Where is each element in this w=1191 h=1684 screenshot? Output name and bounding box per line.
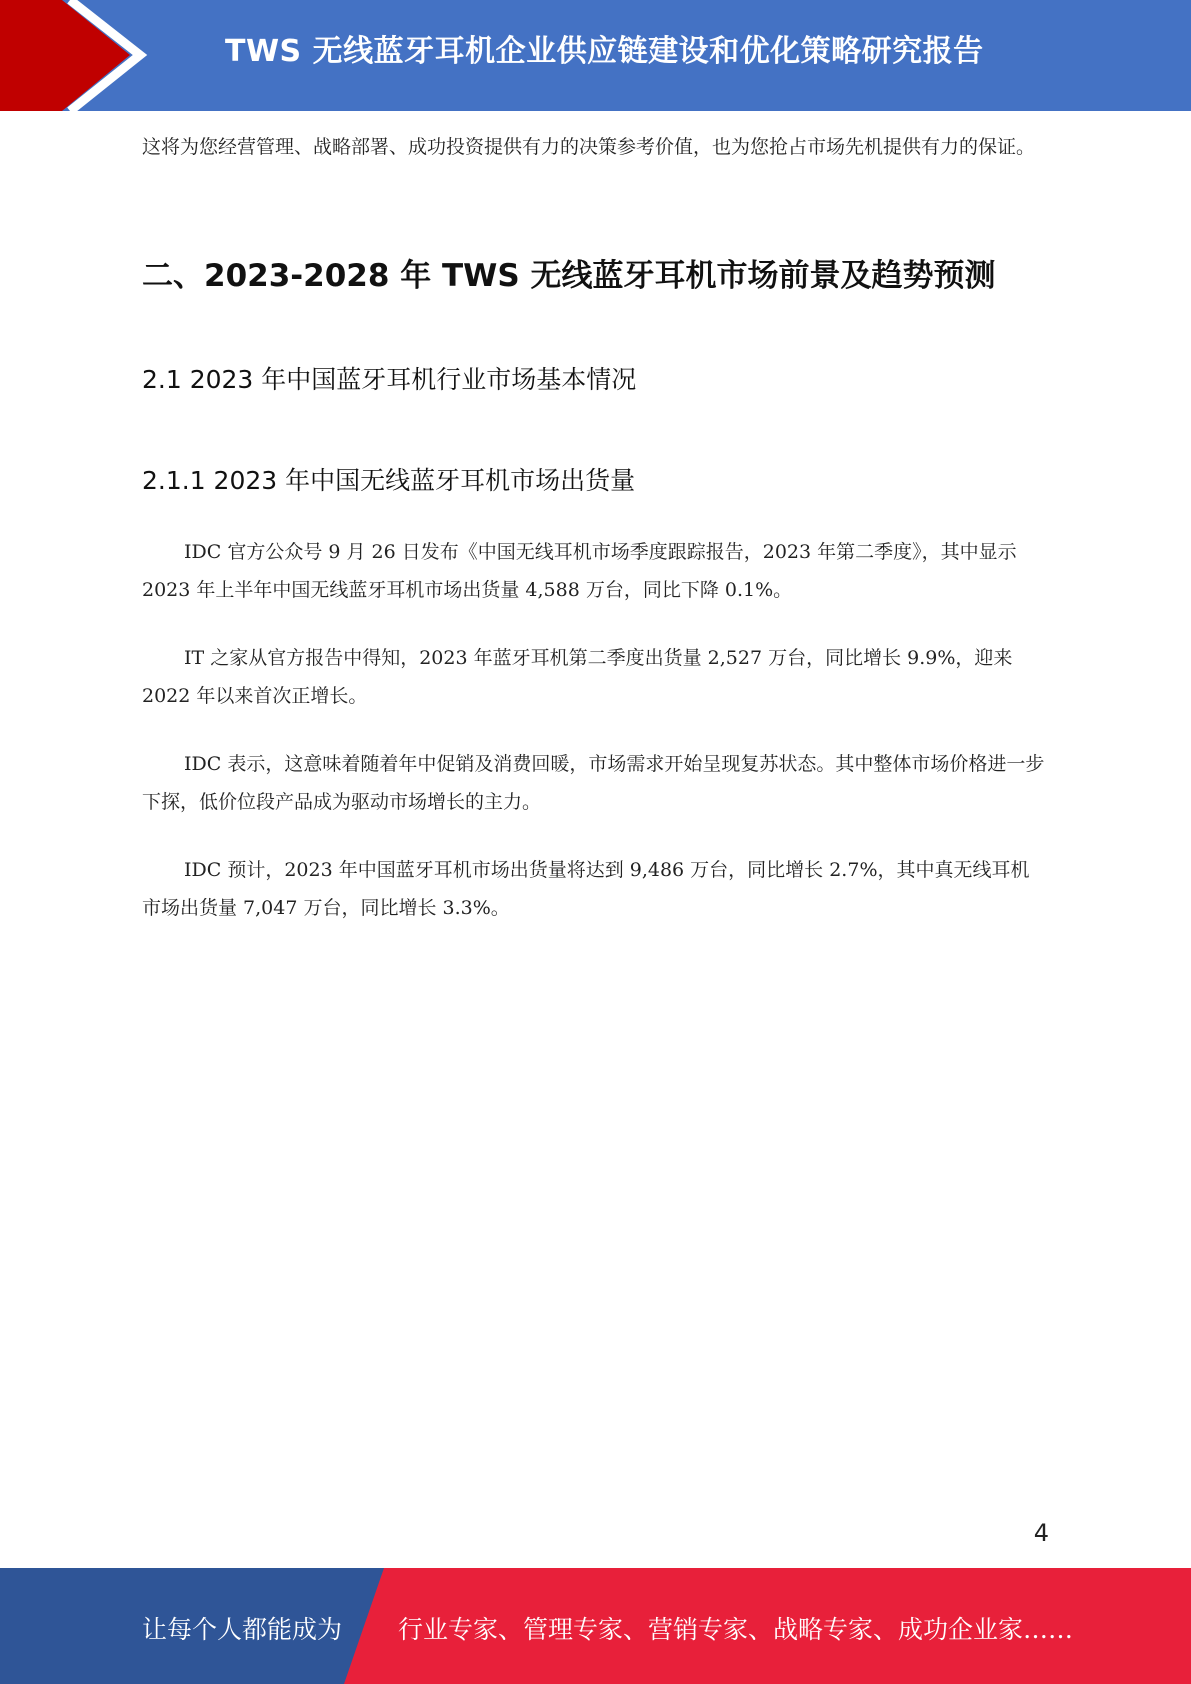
footer-banner	[0, 1568, 1191, 1684]
paragraph: IDC 表示，这意味着随着年中促销及消费回暖，市场需求开始呈现复苏状态。其中整体市场价格进一步下探，低价位段产品成为驱动市场增长的主力。	[142, 753, 1045, 813]
subsubsection-heading: 2.1.1 2023 年中国无线蓝牙耳机市场出货量	[142, 466, 636, 495]
footer-slogan-left: 让每个人都能成为	[142, 1615, 343, 1644]
section-heading: 二、2023-2028 年 TWS 无线蓝牙耳机市场前景及趋势预测	[142, 258, 996, 294]
paragraph: IT 之家从官方报告中得知，2023 年蓝牙耳机第二季度出货量 2,527 万台，同比增长 9.9%，迎来 2022 年以来首次正增长。	[142, 647, 1013, 707]
page-number: 4	[1033, 1519, 1049, 1547]
header-banner	[0, 0, 1191, 111]
intro-paragraph: 这将为您经营管理、战略部署、成功投资提供有力的决策参考价值，也为您抢占市场先机提供有力的保证。	[142, 136, 1036, 158]
paragraph: IDC 预计，2023 年中国蓝牙耳机市场出货量将达到 9,486 万台，同比增长 2.7%，其中真无线耳机市场出货量 7,047 万台，同比增长 3.3%。	[142, 859, 1030, 919]
subsection-heading: 2.1 2023 年中国蓝牙耳机行业市场基本情况	[142, 365, 637, 394]
body-paragraphs	[142, 533, 1047, 957]
header-title: TWS 无线蓝牙耳机企业供应链建设和优化策略研究报告	[225, 34, 984, 69]
paragraph: IDC 官方公众号 9 月 26 日发布《中国无线耳机市场季度跟踪报告，2023 年第二季度》，其中显示 2023 年上半年中国无线蓝牙耳机市场出货量 4,588 万台，同比下降 0.1%。	[142, 541, 1017, 601]
footer-slogan-right: 行业专家、管理专家、营销专家、战略专家、成功企业家……	[398, 1615, 1074, 1644]
header-red-chevron	[0, 0, 130, 111]
intro-block	[142, 128, 1047, 166]
header-chevron-decoration	[0, 0, 160, 111]
